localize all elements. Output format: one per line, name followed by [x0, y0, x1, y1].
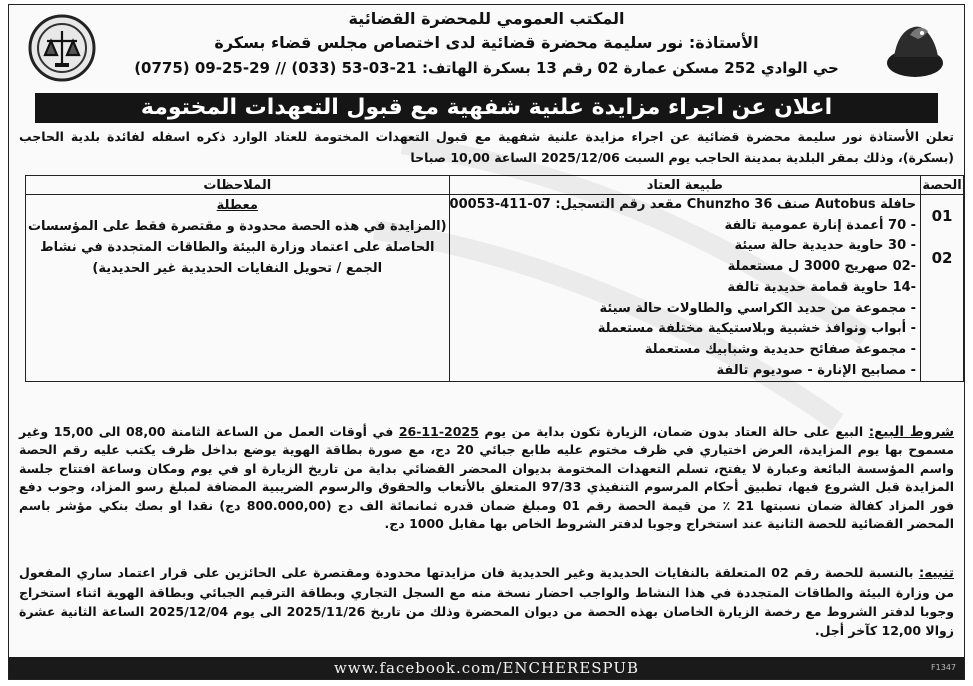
notice-text-end: الساعة الثانية عشرة زوالا 12,00 كآخر أجل.: [19, 604, 954, 638]
restriction-note: (المزايدة في هذه الحصة محدودة و مقتصرة فقط على المؤسسات الحاصلة على اعتماد وزارة البيئة والطاقات المتجددة في نشاط الجمع / تحويل النفايات الحديدية غير الحديدية): [27, 219, 447, 276]
date-to: 2025/12/04: [149, 604, 229, 619]
list-item: - مجموعة من حديد الكراسي والطاولات حالة سيئة: [599, 300, 917, 316]
conditions-label: شروط البيع:: [868, 424, 954, 440]
eagle-emblem-logo: [880, 13, 950, 83]
table-header-row: [26, 176, 964, 195]
list-item: - مصابيح الإنارة - صوديوم تالفة: [716, 362, 917, 378]
list-item: -02 صهريج 3000 ل مستعملة: [727, 259, 917, 275]
footer-bar: [9, 657, 964, 679]
list-item: - أبواب ونوافذ خشبية وبلاستيكية مختلفة مستعملة: [597, 321, 917, 337]
header: [9, 5, 964, 91]
lots-table: [25, 175, 964, 382]
date-from: 2025/11/26: [286, 604, 366, 619]
notice-paragraph: [19, 563, 954, 640]
notice-text-middle: الى يوم: [228, 604, 287, 619]
list-item: - 30 حاوية حديدية حالة سيئة: [734, 238, 917, 254]
lot-cell: [921, 195, 964, 382]
list-item: حافلة Autobus صنف Chunzho 36 مقعد رقم التسجيل: 07-411-00053: [449, 197, 917, 212]
address-line: حي الوادي 252 مسكن عمارة 02 رقم 13 بسكرة الهاتف: 21-03-53 (033) // 29-25-09 (0775): [134, 59, 839, 77]
announcement-title: اعلان عن اجراء مزايدة علنية شفهية مع قبول التعهدات المختومة: [35, 93, 938, 123]
conditions-text-start: البيع على حالة العتاد بدون ضمان، الزيارة تكون بداية من يوم: [478, 424, 869, 439]
notice-label: تنبيه:: [918, 565, 954, 581]
table-row: [26, 195, 964, 382]
notes-cell: [26, 195, 450, 382]
announcement-page: [8, 4, 965, 680]
header-notes: الملاحظات: [26, 176, 450, 195]
list-item: - 70 أعمدة إنارة عمومية تالفة: [724, 217, 917, 233]
lot-number: 01: [931, 207, 953, 225]
conditions-text-rest: في أوقات العمل من الساعة الثامنة 08,00 الى 15,00 وغير مسموح بها يوم المزايدة، العرض اختياري في ظرف مختوم عليه طابع جبائي 20 دج، مع صورة بطاقة الهوية يوضع بداخل ظرف يكتب عليه رقم الحصة واسم المؤسسة البائعة وعبارة لا يفتح، تسلم التعهدات المختومة بديوان المحضر القضائي بداية من تاريخ الزيارة او في يوم ومكان وساعة افتتاح جلسة المزايدة قبل الشروع فيها، تطبيق أحكام المرسوم التنفيذي 97/33 المتعلق بالأتعاب والحقوق والرسوم الضريبية المضافة لمبلغ رسو المزاد، وجوب دفع فور المزاد كفالة ضمان نسبتها 21 ٪ من قيمة الحصة رقم 01 ومبلغ ضمان قدره ثمانمائة الف دج (800.000,00 دج) نقدا او بصك بنكي مؤشر باسم المحضر القضائية للحصة الثانية عند استخراج وجوبا لدفتر الشروط الخاص بها مقابل 1000 دج.: [19, 424, 955, 532]
visit-date: 2025-11-26: [398, 424, 479, 439]
scales-emblem-logo: [27, 13, 97, 83]
office-name: المكتب العمومي للمحضرة القضائية: [348, 9, 625, 28]
list-item: -14 حاوية قمامة حديدية تالفة: [727, 279, 917, 295]
list-item: - مجموعة صفائح حديدية وشبابيك مستعملة: [644, 341, 917, 357]
bailiff-line: الأستاذة: نور سليمة محضرة قضائية لدى اختصاص مجلس قضاء بسكرة: [214, 33, 759, 52]
header-lot: الحصة: [922, 177, 962, 193]
lot-number: 02: [931, 249, 953, 267]
sale-conditions: [19, 423, 954, 533]
status-label: معطلة: [216, 198, 258, 213]
header-nature: طبيعة العتاد: [449, 176, 921, 195]
ad-code: F1347: [931, 663, 956, 672]
nature-cell: [449, 195, 921, 382]
intro-paragraph: تعلن الأستاذة نور سليمة محضرة قضائية عن اجراء مزايدة علنية شفهية مع قبول التعهدات المختومة للعتاد الوارد ذكره اسفله لفائدة بلدية الحاجب (بسكرة)، وذلك بمقر البلدية بمدينة الحاجب يوم السبت 2025/12/06 الساعة 10,00 صباحا: [19, 129, 954, 165]
notice-text-start: بالنسبة للحصة رقم 02 المتعلقة بالنفايات الحديدية وغير الحديدية فان مزايدتها محدودة ومقتصرة على الحائزين على قرار اعتماد ساري المفعول من وزارة البيئة والطاقات المتجددة في هذا النشاط والواجب احضار نسخة منه مع السجل التجاري وبطاقة الترقيم الجبائي وبطاقة الهوية اثناء استخراج وجوبا لدفتر الشروط مع رخصة الزيارة الخاصان بهذه الحصة من ديوان المحضرة وذلك من تاريخ: [19, 565, 955, 619]
facebook-link[interactable]: www.facebook.com/ENCHERESPUB: [333, 659, 640, 677]
